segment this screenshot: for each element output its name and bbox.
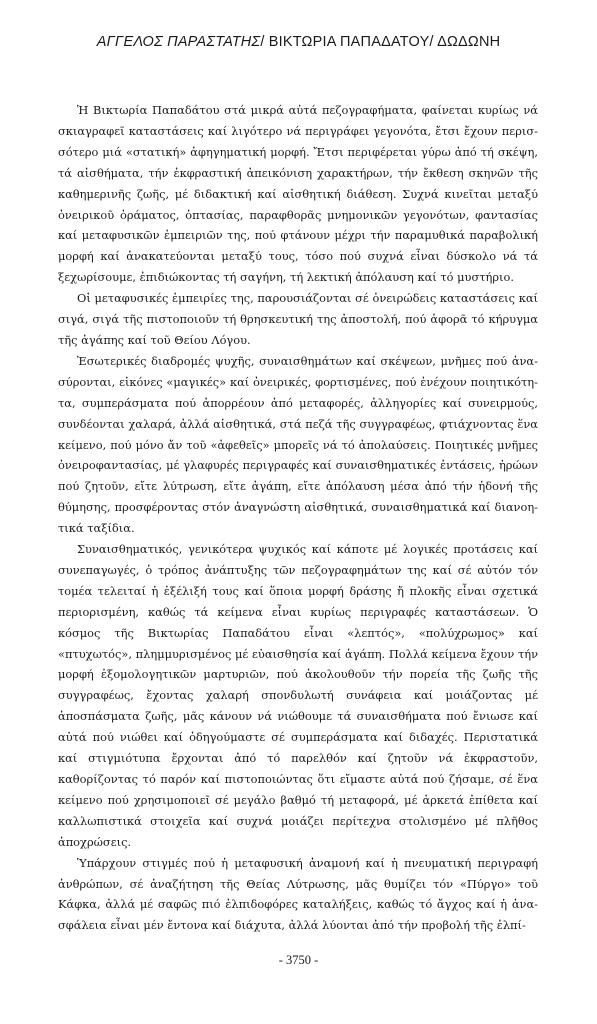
page-number: - 3750 - <box>278 953 319 967</box>
paragraph: Ἡ Βικτωρία Παπαδάτου στά μικρά αὐτά πεζογραφήματα, φαίνεται κυρίως νά σκιαγραφεῖ καταστάσεις καί λιγότερο νά περιγράφει γεγονότα, ἔτσι ἔχουν περισσότερο μιά «στατική» ἀφηγηματική μορφή. Ἔτσι περιφέρεται γύρω ἀπό τή σκέψη, τά αἰσθήματα, τήν ἐκφραστική ἀπεικόνιση χαρακτήρων, τήν ἔκθεση σκηνῶν τῆς καθημερινῆς ζωῆς, μέ διδακτική καί αἰσθητική διάθεση. Συχνά κινεῖται μεταξύ ὀνειρικοῦ ὁράματος, ὀπτασίας, παραφθορᾶς μνημονικῶν γεγονότων, φαντασίας καί μεταφυσικῶν ἐμπειριῶν της, πού φτάνουν μέχρι τήν παραμυθικά παραβολική μορφή καί ἀνακατεύονται μεταξύ τους, τόσο πού συχνά εἶναι δύσκολο νά τά ξεχωρίσουμε, ἐπιδιώκοντας τή σαγήνη, τή λεκτική ἀπόλαυση καί τό μυστήριο. <box>58 103 538 285</box>
header-title: / ΒΙΚΤΩΡΙΑ ΠΑΠΑΔΑΤΟΥ/ ΔΩΔΩΝΗ <box>260 34 501 50</box>
review-body <box>58 100 538 936</box>
running-header <box>60 34 537 50</box>
paragraph: Οἱ μεταφυσικές ἐμπειρίες της, παρουσιάζονται σέ ὀνειρώδεις καταστάσεις καί σιγά, σιγά τῆς πιστοποιοῦν τή θρησκευτική της ἀποστολή, πού ἀφορᾶ τό κήρυγμα τῆς ἀγάπης καί τοῦ Θείου Λόγου. <box>58 291 538 347</box>
paragraph: Συναισθηματικός, γενικότερα ψυχικός καί κάποτε μέ λογικές προτάσεις καί συνεπαγωγές, ὁ τρόπος ἀνάπτυξης τῶν πεζογραφημάτων της καί σέ αὐτόν τόν τομέα τελειταί ἡ ἐξέλιξή τους καί ὅποια μορφή δράσης ἤ πλοκῆς εἶναι σχετικά περιορισμένη, καθώς τά κείμενα εἶναι κυρίως περιγραφές καταστάσεων. Ὁ κόσμος τῆς Βικτωρίας Παπαδάτου εἶναι «λεπτός», «πολύχρωμος» καί «πτυχωτός», πλημμυρισμένος μέ εὐαισθησία καί ἀγάπη. Πολλά κείμενα ἔχουν τήν μορφή ἐξομολογητικῶν μαρτυριῶν, πού ἀκολουθοῦν τήν πορεία τῆς ζωῆς τῆς συγγραφέως, ἔχοντας χαλαρή σπονδυλωτή συνάφεια καί μοιάζοντας μέ ἀποσπάσματα ζωῆς, μᾶς κάνουν νά νιώθουμε τά συναισθήματα πού ἔνιωσε καί αὐτά πού νιώθει καί ὁδηγούμαστε σέ συμπεράσματα καί διδαχές. Περιστατικά καί στιγμιότυπα ἔρχονται ἀπό τό παρελθόν καί ζητοῦν νά ἐκφραστοῦν, καθορίζοντας τό παρόν καί πιστοποιώντας ὅτι εἴμαστε αὐτά πού ζήσαμε, σέ ἕνα κείμενο πού χρησιμοποιεῖ σέ μεγάλο βαθμό τή μεταφορά, μέ ἀρκετά ἐπίθετα καί καλλωπιστικά στοιχεῖα καί συχνά μοιάζει περίτεχνα στολισμένο μέ πλῆθος ἀποχρώσεις. <box>58 542 538 849</box>
paragraph: Ὑπάρχουν στιγμές πού ἡ μεταφυσική ἀναμονή καί ἡ πνευματική περιγραφή ἀνθρώπων, σέ ἀναζήτηση τῆς Θείας Λύτρωσης, μᾶς θυμίζει τόν «Πύργο» τοῦ Κάφκα, ἀλλά μέ σαφῶς πιό ἐλπιδοφόρες καταλήξεις, καθώς τό ἄγχος καί ἡ ἀνασφάλεια εἶναι μέν ἔντονα καί διάχυτα, ἀλλά λύονται ἀπό τήν προβολή τῆς ἐλπί- <box>58 855 538 933</box>
paragraph: Ἐσωτερικές διαδρομές ψυχῆς, συναισθημάτων καί σκέψεων, μνῆμες πού ἀνασύρονται, εἰκόνες «μαγικές» καί ὀνειρικές, φορτισμένες, πού ἐνέχουν ποιητικότητα, συμπεράσματα πού ἀπορρέουν ἀπό μεταφορές, ἀλληγορίες καί συνειρμούς, συνδέονται χαλαρά, ἀλλά αἰσθητικά, στά πεζά τῆς συγγραφέως, φτιάχνοντας ἕνα κείμενο, πού μόνο ἄν τοῦ «ἀφεθεῖς» μπορεῖς νά τό ἀπολαύσεις. Ποιητικές μνῆμες ὀνειροφαντασίας, μέ γλαφυρές περιγραφές καί συναισθηματικές ἐντάσεις, ἡρώων πού ζητοῦν, εἴτε λύτρωση, εἴτε ἀγάπη, εἴτε ἀπόλαυση μέσα ἀπό τήν ἡδονή τῆς θύμησης, προσφέροντας στόν ἀναγνώστη αἰσθητικά, συναισθηματικά καί διανοητικά ταξίδια. <box>58 353 538 536</box>
header-author: ΑΓΓΕΛΟΣ ΠΑΡΑΣΤΑΤΗΣ <box>96 34 261 50</box>
